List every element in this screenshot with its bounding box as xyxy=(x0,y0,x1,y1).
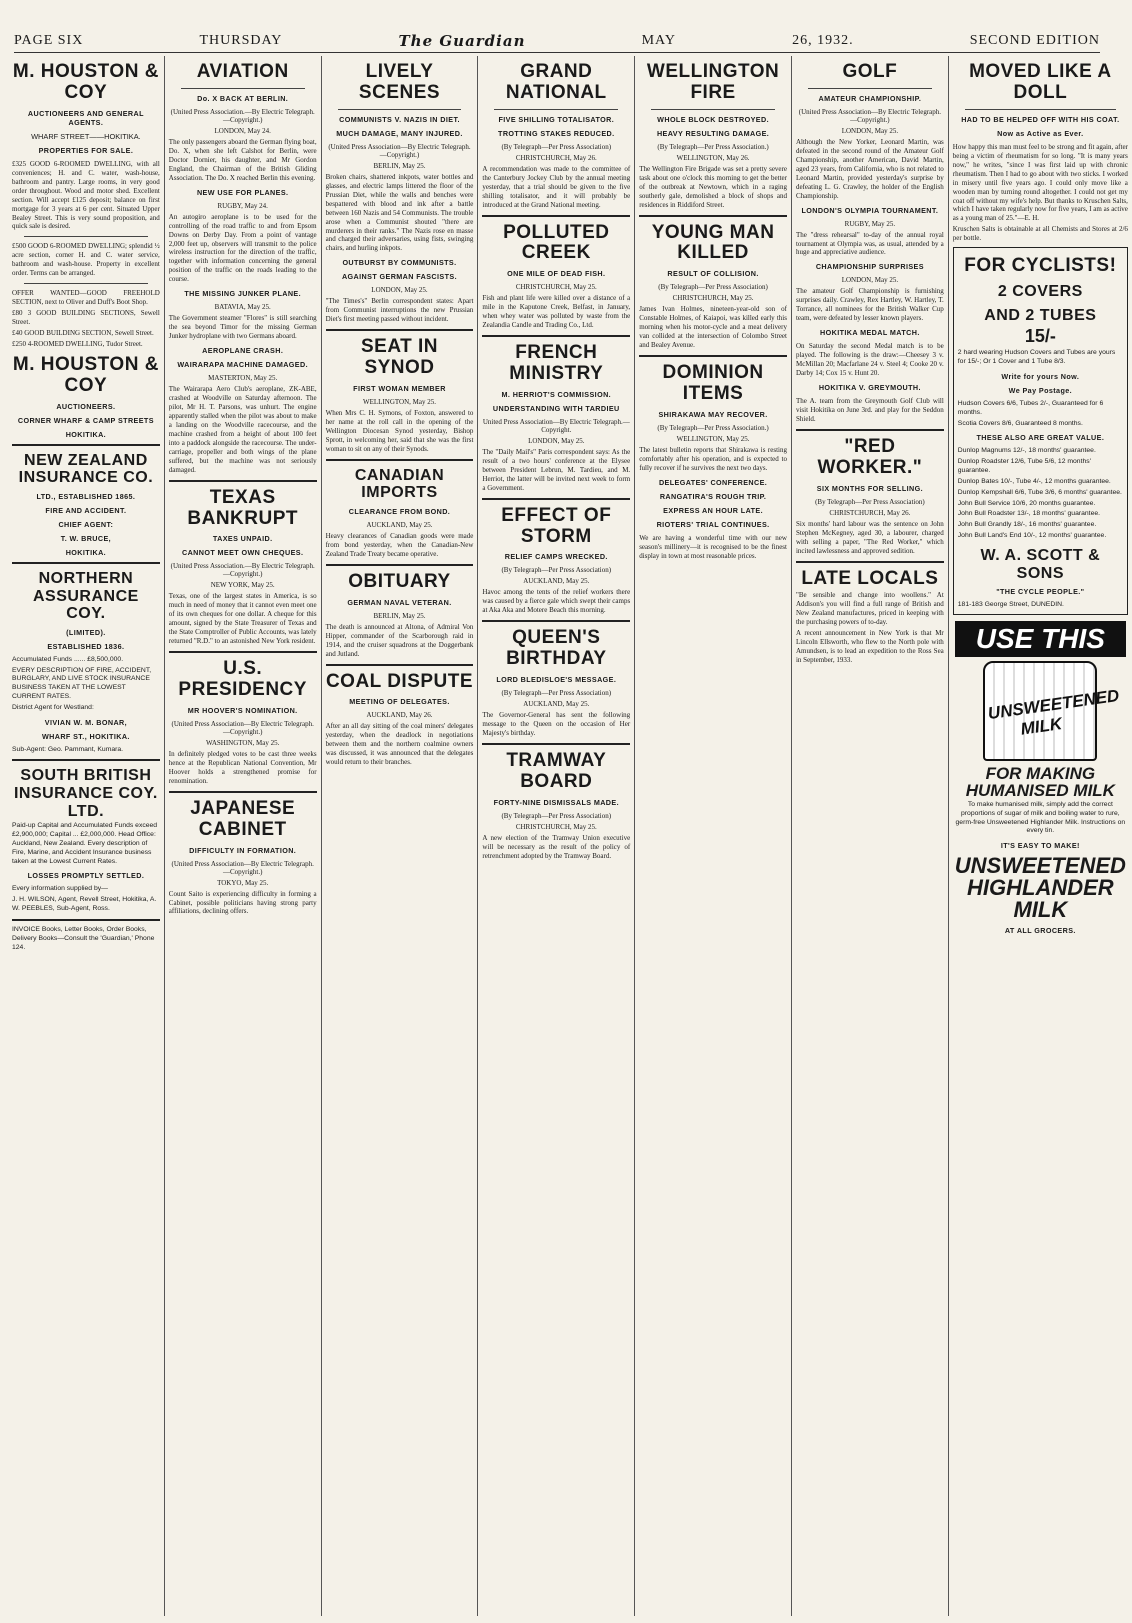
article-synod-heading: SEAT IN SYNOD xyxy=(360,336,439,379)
article-obituary-heading: OBITUARY xyxy=(348,570,451,592)
unsweetened: UNSWEETENED xyxy=(954,853,1126,879)
japan-byline: (United Press Association—By Electric Telegraph.—Copyright.) xyxy=(171,859,314,876)
hokitika-2: HOKITIKA. xyxy=(65,547,107,557)
houston-ad-title-2: M. HOUSTON & COY xyxy=(12,353,159,396)
nz-insurance-title: NEW ZEALAND INSURANCE CO. xyxy=(18,451,154,487)
bledisloe-message: LORD BLEDISLOE'S MESSAGE. xyxy=(496,675,617,685)
cyclists-line-1: 2 hard wearing Hudson Covers and Tubes are yours for 15/-; Or 1 Cover and 1 Tube 8/3. xyxy=(957,349,1116,366)
dunlop-2: Dunlop Roadster 12/6, Tube 5/6, 12 months' guarantee. xyxy=(957,458,1091,475)
queen-text: The Governor-General has sent the following message to the Queen on the occasion of Her Majesty's birthday. xyxy=(482,711,631,738)
northern-est: ESTABLISHED 1836. xyxy=(47,641,125,651)
masthead-month: MAY xyxy=(641,33,676,48)
kruschen-text: How happy this man must feel to be strong and fit again, after being a victim of rheumatism for so long. "It is many years now," he writes, "since I was first laid up with chronic rheumatism. Then I had to go about with two sticks. I worked in misery until five years ago. I could only move like a wooden man by turning round altogether. I could not get my coat off without my wife's help. But thanks to Kruschen Salts, which I have taken regularly now for five years, I am as active as a young man of 25."—E. H. xyxy=(952,142,1128,223)
columns xyxy=(8,56,1128,1616)
kruschen-sub-2: Now as Active as Ever. xyxy=(997,128,1084,138)
golf-byline: (United Press Association—By Electric Telegraph.—Copyright.) xyxy=(798,107,942,124)
synod-text: When Mrs C. H. Symons, of Foxton, answered to her name at the roll call in the opening of the Wellington Diocesan Synod yesterday, Bishop Sprott, in welcoming her, said that she was the first woman to sit on any of their Synods. xyxy=(325,409,474,453)
dominion-dateline: WELLINGTON, May 25. xyxy=(676,434,750,443)
insurance-description: EVERY DESCRIPTION OF FIRE, ACCIDENT, BURGLARY, AND LIVE STOCK INSURANCE BUSINESS TAKEN AT THE LOWEST CURRENT RATES. xyxy=(12,666,152,700)
south-british-title: SOUTH BRITISH INSURANCE COY. LTD. xyxy=(13,767,158,820)
column-5 xyxy=(635,56,792,1616)
article-grand-national-heading: GRAND NATIONAL xyxy=(505,61,607,103)
japan-text: Count Saito is experiencing difficulty in forming a Cabinet, possible politicians having strong party affiliations, declining offers. xyxy=(168,889,317,916)
creek-text: Fish and plant life were killed over a distance of a mile in the Kaputone Creek, Belfast, in January, when whey water was polluted by waste from the Zealandia Candle and Trading Co., Ltd. xyxy=(482,294,631,330)
french-dateline: LONDON, May 25. xyxy=(528,436,585,445)
outburst-dateline: LONDON, May 25. xyxy=(371,286,428,295)
masthead xyxy=(14,30,1100,53)
outburst-text: "The Times's" Berlin correspondent states: Apart from Communist interruptions the new Prussian Diet's first meeting passed without incident. xyxy=(325,297,474,324)
column-3 xyxy=(322,56,479,1616)
aviation-text-3: The Government steamer "Flores" is still searching the sea beyond Timor for the missing German Junker hydroplane with two Germans aboard. xyxy=(168,314,317,341)
amateur-championship: AMATEUR CHAMPIONSHIP. xyxy=(818,93,922,103)
article-texas-heading: TEXAS BANKRUPT xyxy=(187,486,298,529)
japan-dateline: TOKYO, May 25. xyxy=(217,878,269,887)
property-4: £80 3 GOOD BUILDING SECTIONS, Sewell Street. xyxy=(12,309,160,327)
golf-text: Although the New Yorker, Leonard Martin, was defeated in the second round of the Amateur Golf Championship, another American, David Martin, aged 23 years, from California, who is not related to Leonard Martin, provided yesterday's surprise by defeating L. G. Crawley, the holder of the English Championship. xyxy=(795,137,944,200)
article-red-worker-heading: "RED WORKER." xyxy=(817,435,923,478)
accumulated-funds: Accumulated Funds ...... £8,500,000. xyxy=(12,655,124,663)
understanding-tardieu: UNDERSTANDING WITH TARDIEU xyxy=(492,403,620,413)
auctioneers: AUCTIONEERS. xyxy=(56,401,116,411)
two-tubes: AND 2 TUBES xyxy=(984,306,1097,324)
coal-dateline: AUCKLAND, May 26. xyxy=(366,711,433,720)
storm-byline: (By Telegraph—Per Press Association) xyxy=(501,566,612,575)
storm-dateline: AUCKLAND, May 25. xyxy=(523,577,590,586)
at-all-grocers: AT ALL GROCERS. xyxy=(1004,926,1076,936)
grand-dateline: CHRISTCHURCH, May 26. xyxy=(515,153,597,162)
meeting-delegates: MEETING OF DELEGATES. xyxy=(349,697,450,707)
clearance-bond: CLEARANCE FROM BOND. xyxy=(348,506,451,516)
difficulty-formation: DIFFICULTY IN FORMATION. xyxy=(189,845,297,855)
texas-dateline: NEW YORK, May 25. xyxy=(210,581,275,590)
lively-dateline: BERLIN, May 25. xyxy=(373,161,426,170)
dunlop-4: Dunlop Kempshall 6/6, Tube 3/6, 6 months' guarantee. xyxy=(957,488,1122,496)
agent-bruce: T. W. BRUCE, xyxy=(60,533,112,543)
john-bull-4: John Bull Land's End 10/-, 12 months' guarantee. xyxy=(957,532,1107,540)
masthead-date: 26, 1932. xyxy=(792,33,854,48)
scott-address: 181-183 George Street, DUNEDIN. xyxy=(957,601,1064,609)
invoice-books-ad: INVOICE Books, Letter Books, Order Books, Delivery Books—Consult the 'Guardian,' Phone 124. xyxy=(12,925,155,951)
aviation-text-4: The Wairarapa Aero Club's aeroplane, ZK-ABE, crashed at Woodville on Saturday afternoon. The pilot, Mr H. T. Parsons, was unhurt. The engine apparently stalled when the pilot was about to make a landing on the Woodville racecourse, and the machine crashed from a height of about 100 feet into a paddock alongside the racecourse. The under-carriage, propeller and both wings of the plane suffered, but the machine was not seriously damaged. xyxy=(168,385,317,474)
heavy-damage: HEAVY RESULTING DAMAGE. xyxy=(656,128,770,138)
communists-nazis: COMMUNISTS V. NAZIS IN DIET. xyxy=(339,114,460,124)
aviation-text-1: The only passengers aboard the German flying boat, Do. X, when she left Calshot for Berlin, were Doctor Dornier, his daughter, and Mr Gordon England, the Chairman of the British Gliding Association. The Do. X reached Berlin this evening. xyxy=(168,137,317,182)
aviation-sub: Do. X BACK AT BERLIN. xyxy=(197,93,289,103)
wairarapa-damaged: WAIRARAPA MACHINE DAMAGED. xyxy=(177,360,308,370)
championship-surprises: CHAMPIONSHIP SURPRISES xyxy=(815,262,924,272)
presidency-byline: (United Press Association—By Electric Telegraph.—Copyright.) xyxy=(171,719,314,736)
taxes-unpaid: TAXES UNPAID. xyxy=(212,534,273,544)
houston-ad-subtitle: AUCTIONEERS AND GENERAL AGENTS. xyxy=(27,108,144,127)
article-polluted-creek-heading: POLLUTED CREEK xyxy=(503,221,610,264)
surprises-text: The amateur Golf Championship is furnishing surprises daily. Crawley, Rex Hartley, W. Hartley, T. Torrance, all nominees for the British Walker Cup team, were defeated by lesser known players. xyxy=(795,287,944,323)
olympia-text: The "dress rehearsal" to-day of the annual royal tournament at Olympia was, as usual, attended by a huge and appreciative audience. xyxy=(795,230,944,257)
lively-text: Broken chairs, shattered inkpots, water bottles and glasses, and electric lamps littered the floor of the Prussian Diet, while the walls and benches were bespattered with blood and ink after a battle between 160 Nazis and 54 Communists. The trouble arose when a Communist shouted "there are murderers in their ranks." The Nazis rose en masse and charged their adversaries, using fists, swinging chairs, and hurling inkpots. xyxy=(325,172,474,253)
south-british-capital: Paid-up Capital and Accumulated Funds exceed £2,900,000; Capital ... £2,000,000. Head Office: Auckland, New Zealand. Every description of Fire, Marine, and Accident Insurance business taken at the Lowest Current Rates. xyxy=(12,822,158,865)
aeroplane-crash: AEROPLANE CRASH. xyxy=(202,346,284,356)
herriot-commission: M. HERRIOT'S COMMISSION. xyxy=(501,389,612,399)
great-value: THESE ALSO ARE GREAT VALUE. xyxy=(976,433,1105,443)
five-shilling: FIVE SHILLING TOTALISATOR. xyxy=(498,114,615,124)
column-7-advertisements xyxy=(949,56,1132,1616)
milk-tin-label: UNSWEETENED MILK xyxy=(987,685,1121,739)
fire-text: The Wellington Fire Brigade was set a pretty severe task about one o'clock this morning to get the better of the outbreak at Newtown, which in a raging southerly gale, demolished a block of shops and residences in Riddiford Street. xyxy=(639,164,787,209)
chief-agent: CHIEF AGENT: xyxy=(58,519,114,529)
trotting-stakes: TROTTING STAKES REDUCED. xyxy=(498,128,615,138)
rangatira-trip: RANGATIRA'S ROUGH TRIP. xyxy=(659,491,767,501)
medal-match: HOKITIKA MEDAL MATCH. xyxy=(820,328,920,338)
scotia-covers: Scotia Covers 8/6, Guaranteed 8 months. xyxy=(957,419,1083,427)
for-cyclists: FOR CYCLISTS! xyxy=(964,255,1117,277)
delegates-conference: DELEGATES' CONFERENCE. xyxy=(658,477,768,487)
surprises-dateline: LONDON, May 25. xyxy=(841,276,899,285)
tramway-dateline: CHRISTCHURCH, May 25. xyxy=(515,822,597,831)
hokitika-1: HOKITIKA. xyxy=(65,429,107,439)
lively-byline: (United Press Association—By Electric Telegraph.—Copyright.) xyxy=(328,142,471,159)
kruschen-sub-1: HAD TO BE HELPED OFF WITH HIS COAT. xyxy=(961,114,1120,124)
article-canadian-imports-heading: CANADIAN IMPORTS xyxy=(354,466,445,502)
dunlop-1: Dunlop Magnums 12/-, 18 months' guarantee. xyxy=(957,447,1096,455)
column-2 xyxy=(165,56,322,1616)
against-fascists: AGAINST GERMAN FASCISTS. xyxy=(341,272,457,282)
article-golf-heading: GOLF xyxy=(842,61,898,82)
property-1: £325 GOOD 6-ROOMED DWELLING, with all conveniences; H. and C. water, wash-house, bathroom and pantry. Large rooms, in very good order throughout. Wood and motor shed. Excellent section. Will accept £125 deposit; balance on first mortgage for 3 years at 6 per cent. Situated Upper Bealey Street. This is very sound proposition, and quick sale is desired. xyxy=(12,159,160,231)
article-aviation-heading: AVIATION xyxy=(196,61,289,82)
olympia-tournament: LONDON'S OLYMPIA TOURNAMENT. xyxy=(801,205,939,215)
agent-bonar: VIVIAN W. M. BONAR, xyxy=(44,717,128,727)
tramway-byline: (By Telegraph—Per Press Association) xyxy=(501,811,612,820)
article-coal-dispute-heading: COAL DISPUTE xyxy=(325,670,474,692)
relief-camps: RELIEF CAMPS WRECKED. xyxy=(504,552,608,562)
article-young-man-killed-heading: YOUNG MAN KILLED xyxy=(651,221,775,264)
sub-agent: Sub-Agent: Geo. Pammant, Kumara. xyxy=(12,745,124,753)
district-agent: District Agent for Westland: xyxy=(12,703,94,711)
pay-postage: We Pay Postage. xyxy=(1008,386,1073,395)
storm-text: Havoc among the tents of the relief workers there was caused by a fierce gale which swept their camps at Aka Aka and Motere Beach this morning. xyxy=(482,588,631,615)
dominion-byline: (By Telegraph—Per Press Association.) xyxy=(657,423,769,432)
aviation-dateline-2: RUGBY, May 24. xyxy=(217,201,268,210)
corner-streets: CORNER WHARF & CAMP STREETS xyxy=(17,415,154,425)
queen-byline: (By Telegraph—Per Press Association) xyxy=(501,689,612,698)
aviation-dateline-3: BATAVIA, May 25. xyxy=(214,303,271,312)
fire-dateline: WELLINGTON, May 26. xyxy=(676,153,750,162)
new-use-planes: NEW USE FOR PLANES. xyxy=(196,187,289,197)
much-damage: MUCH DAMAGE, MANY INJURED. xyxy=(336,128,463,138)
block-destroyed: WHOLE BLOCK DESTROYED. xyxy=(657,114,769,124)
cannot-meet-cheques: CANNOT MEET OWN CHEQUES. xyxy=(181,548,304,558)
kruschen-ad-heading: MOVED LIKE A DOLL xyxy=(969,61,1112,103)
property-3: OFFER WANTED—GOOD FREEHOLD SECTION, next to Oliver and Duff's Boot Shop. xyxy=(12,289,160,307)
nz-insurance-est: LTD., ESTABLISHED 1865. xyxy=(36,491,136,501)
dominion-text: The latest bulletin reports that Shirakawa is resting comfortably after his operation, and is expected to fully recover if he survives the next two days. xyxy=(639,445,787,472)
article-tramway-heading: TRAMWAY BOARD xyxy=(506,749,607,792)
agent-wilson: J. H. WILSON, Agent, Revell Street, Hokitika, A. W. PEEBLES, Sub-Agent, Ross. xyxy=(12,896,157,913)
article-queens-birthday-heading: QUEEN'S BIRTHDAY xyxy=(506,627,607,670)
highlander-milk-ad xyxy=(955,621,1126,935)
canadian-text: Heavy clearances of Canadian goods were made from bond yesterday, when the Canadian-New Zealand Trade Treaty became operative. xyxy=(325,531,474,558)
locals-text-2: A recent announcement in New York is that Mr Lincoln Ellsworth, who flew to the North pole with Amundsen, is to lead an expedition to the Ross Sea in September, 1933. xyxy=(795,629,944,665)
presidency-dateline: WASHINGTON, May 25. xyxy=(206,738,280,747)
express-late: EXPRESS AN HOUR LATE. xyxy=(663,505,764,515)
killed-byline: (By Telegraph—Per Press Association) xyxy=(658,283,768,292)
fire-byline: (By Telegraph—Per Press Association.) xyxy=(657,142,769,151)
presidency-text: In definitely pledged votes to be cast three weeks hence at the Republican National Convention, Mr Hoover holds a strengthened promise for renomination. xyxy=(168,749,317,785)
aviation-dateline: LONDON, May 24. xyxy=(214,126,271,135)
paper-name: The Guardian xyxy=(398,32,526,50)
canadian-dateline: AUCKLAND, May 25. xyxy=(366,520,433,529)
losses-settled: LOSSES PROMPTLY SETTLED. xyxy=(27,871,145,881)
rioters-trial: RIOTERS' TRIAL CONTINUES. xyxy=(656,519,770,529)
missing-junker: THE MISSING JUNKER PLANE. xyxy=(184,289,302,299)
article-wellington-fire-heading: WELLINGTON FIRE xyxy=(646,61,780,103)
creek-dateline: CHRISTCHURCH, May 25. xyxy=(515,283,597,292)
article-late-locals-heading: LATE LOCALS xyxy=(801,567,939,589)
french-byline: United Press Association—By Electric Telegraph.—Copyright. xyxy=(482,417,630,434)
article-storm-heading: EFFECT OF STORM xyxy=(501,504,612,547)
cyclists-ad xyxy=(953,247,1128,615)
queen-dateline: AUCKLAND, May 25. xyxy=(523,700,590,709)
page-number: PAGE SIX xyxy=(14,33,84,48)
grand-text: A recommendation was made to the committee of the Canterbury Jockey Club by the annual meeting yesterday, that a trial should be given to the five shilling totalisator, and it will probably be introduced at the Grand National meeting. xyxy=(482,164,631,209)
golf-dateline: LONDON, May 25. xyxy=(841,126,899,135)
milk-word: MILK xyxy=(1013,897,1068,923)
houston-ad-title: M. HOUSTON & COY xyxy=(12,61,159,103)
every-information: Every information supplied by— xyxy=(12,885,108,893)
highlander: HIGHLANDER xyxy=(967,875,1114,901)
killed-text: James Ivan Holmes, nineteen-year-old son of Constable Holmes, of Kaiapoi, was killed early this morning when his motor-cycle and a meat delivery van collided at the intersection of Colombo Street and Bealey Avenue. xyxy=(639,305,787,350)
coal-text: After an all day sitting of the coal miners' delegates yesterday, when the deadlock in negotiations between them and the northern coalmine owners was discussed, it was announced that the delegates would return to their branches. xyxy=(325,722,474,767)
killed-dateline: CHRISTCHURCH, May 25. xyxy=(672,294,754,303)
aviation-text-2: An autogiro aeroplane is to be used for the controlling of the road traffic to and from Epsom Downs on Derby Day. From a point of vantage 2,000 feet up, observers will transmit to the police wireless instruction for the direction of the traffic, together with information concerning the general position of the traffic on the roads leading to the course. xyxy=(168,212,317,284)
olympia-dateline: RUGBY, May 25. xyxy=(844,219,896,228)
tramway-text: A new election of the Tramway Union executive will be necessary as the result of the policy of retrenchment adopted by the Tramway Board. xyxy=(482,833,631,860)
properties-for-sale: PROPERTIES FOR SALE. xyxy=(38,145,134,155)
masthead-day: THURSDAY xyxy=(199,33,283,48)
write-now: Write for yours Now. xyxy=(1001,372,1080,381)
houston-wharf: WHARF STREET——HOKITIKA. xyxy=(31,131,141,141)
scott-sons: W. A. SCOTT & SONS xyxy=(980,546,1101,582)
use-this: USE THIS xyxy=(955,621,1126,657)
dismissals: FORTY-NINE DISMISSALS MADE. xyxy=(493,797,619,807)
french-text: The "Daily Mail's" Paris correspondent says: As the result of a two hours' conference at the Elysee between President Lebrun, M. Tardieu, and M. Herriot, the latter will be invited next week to form a Government. xyxy=(482,447,631,492)
edition-label: SECOND EDITION xyxy=(969,33,1100,48)
column-1-advertisements xyxy=(8,56,165,1616)
red-dateline: CHRISTCHURCH, May 26. xyxy=(829,508,911,517)
synod-dateline: WELLINGTON, May 25. xyxy=(363,398,436,406)
aviation-dateline-4: MASTERTON, May 25. xyxy=(208,374,278,383)
john-bull-3: John Bull Grandly 18/-, 16 months' guarantee. xyxy=(957,521,1097,529)
article-japanese-cabinet-heading: JAPANESE CABINET xyxy=(190,797,296,840)
result-collision: RESULT OF COLLISION. xyxy=(667,269,759,279)
property-2: £500 GOOD 6-ROOMED DWELLING; splendid ½ acre section, corner H. and C. water service, bathroom and wash-house. Property in excellent order. Terms can be arranged. xyxy=(12,242,160,278)
red-byline: (By Telegraph—Per Press Association) xyxy=(815,497,925,506)
obituary-dateline: BERLIN, May 25. xyxy=(373,611,426,620)
kruschen-obtainable: Kruschen Salts is obtainable at all Chemists and Stores at 2/6 per bottle. xyxy=(952,225,1128,243)
medal-text: On Saturday the second Medal match is to be played. The following is the draw:—Cheesey 3 v. McMillan 20; Macfarlane 24 v. Steel 4; Cooke 20 v. Darby 14; Cox 15 v. Hunt 20. xyxy=(795,342,944,378)
locals-text-1: "Be sensible and change into woollens." At Addison's you will find a full range of British and New Zealand manufactures, priced in keeping with the purchasing powers of to-day. xyxy=(795,591,944,627)
northern-assurance-title: NORTHERN ASSURANCE COY. xyxy=(32,569,139,623)
grand-byline: (By Telegraph—Per Press Association) xyxy=(501,142,612,151)
dead-fish: ONE MILE OF DEAD FISH. xyxy=(507,269,606,279)
northern-limited: (LIMITED). xyxy=(66,627,106,637)
milk-instructions: To make humanised milk, simply add the correct proportions of sugar of milk and boiling water to rure, germ-free Unsweetened Highlander Milk. Instructions on every tin. xyxy=(955,800,1126,835)
cycle-people: "THE CYCLE PEOPLE." xyxy=(996,587,1085,597)
naval-veteran: GERMAN NAVAL VETERAN. xyxy=(347,597,452,607)
obituary-text: The death is announced at Altona, of Admiral Von Hipper, commander of the Scarborough raid in 1914, and the cruiser squadrons at the Doggerbank and Jutland. xyxy=(325,622,474,658)
article-presidency-heading: U.S. PRESIDENCY xyxy=(178,658,307,701)
article-french-ministry-heading: FRENCH MINISTRY xyxy=(509,342,604,385)
column-4 xyxy=(478,56,635,1616)
texas-byline: (United Press Association.—By Electric Telegraph.—Copyright.) xyxy=(170,562,315,579)
article-dominion-items-heading: DOMINION ITEMS xyxy=(662,362,764,404)
outburst-communists: OUTBURST BY COMMUNISTS. xyxy=(342,258,457,268)
first-woman-member: FIRST WOMAN MEMBER xyxy=(353,384,446,393)
fire-accident: FIRE AND ACCIDENT. xyxy=(45,505,127,515)
article-lively-scenes-heading: LIVELY SCENES xyxy=(358,61,441,103)
john-bull-1: John Bull Service 10/6, 20 months guarantee. xyxy=(957,499,1096,507)
dunlop-3: Dunlop Bates 10/-, Tube 4/-, 12 months guarantee. xyxy=(957,477,1111,485)
property-5: £40 GOOD BUILDING SECTION, Sewell Street. xyxy=(12,329,154,338)
for-making: FOR MAKING HUMANISED MILK xyxy=(965,763,1115,800)
aviation-byline: (United Press Association.—By Electric Telegraph.—Copyright.) xyxy=(170,107,315,124)
hokitika-greymouth: HOKITIKA V. GREYMOUTH. xyxy=(818,383,921,393)
greymouth-text: The A. team from the Greymouth Golf Club will visit Hokitika on June 3rd. and play for the Seddon Shield. xyxy=(795,397,944,423)
hudson-covers: Hudson Covers 6/6, Tubes 2/-, Guaranteed for 6 months. xyxy=(957,400,1104,416)
shirakawa: SHIRAKAWA MAY RECOVER. xyxy=(658,409,768,419)
column-6 xyxy=(792,56,949,1616)
millinery-ad: We are having a wonderful time with our new season's millinery—it is recognised to be the finest display in town at most reasonable prices. xyxy=(639,533,787,560)
texas-text: Texas, one of the largest states in America, is so much in need of money that it cannot even meet one of its own cheques for one dollar. A cheque for this amount, signed by the State Treasurer of Texas and the State Comptroller of Public Accounts, was lately returned "R.D." to an astonished New York resident. xyxy=(168,592,317,646)
easy-to-make: IT'S EASY TO MAKE! xyxy=(1000,841,1080,851)
john-bull-2: John Bull Roadster 13/-, 18 months' guarantee. xyxy=(957,510,1101,518)
cyclists-price: 15/- xyxy=(1024,326,1056,347)
property-6: £250 4-ROOMED DWELLING, Tudor Street. xyxy=(12,339,143,348)
six-months: SIX MONTHS FOR SELLING. xyxy=(816,483,923,493)
hoover-nomination: MR HOOVER'S NOMINATION. xyxy=(187,705,298,715)
wharf-st: WHARF ST., HOKITIKA. xyxy=(41,731,130,741)
red-text: Six months' hard labour was the sentence on John Stephen McKegney, aged 30, a labourer, charged with selling a paper, "The Red Worker," which incited lawlessness and approved sedition. xyxy=(795,519,944,555)
milk-tin-illustration xyxy=(983,661,1121,761)
two-covers: 2 COVERS xyxy=(997,283,1083,301)
